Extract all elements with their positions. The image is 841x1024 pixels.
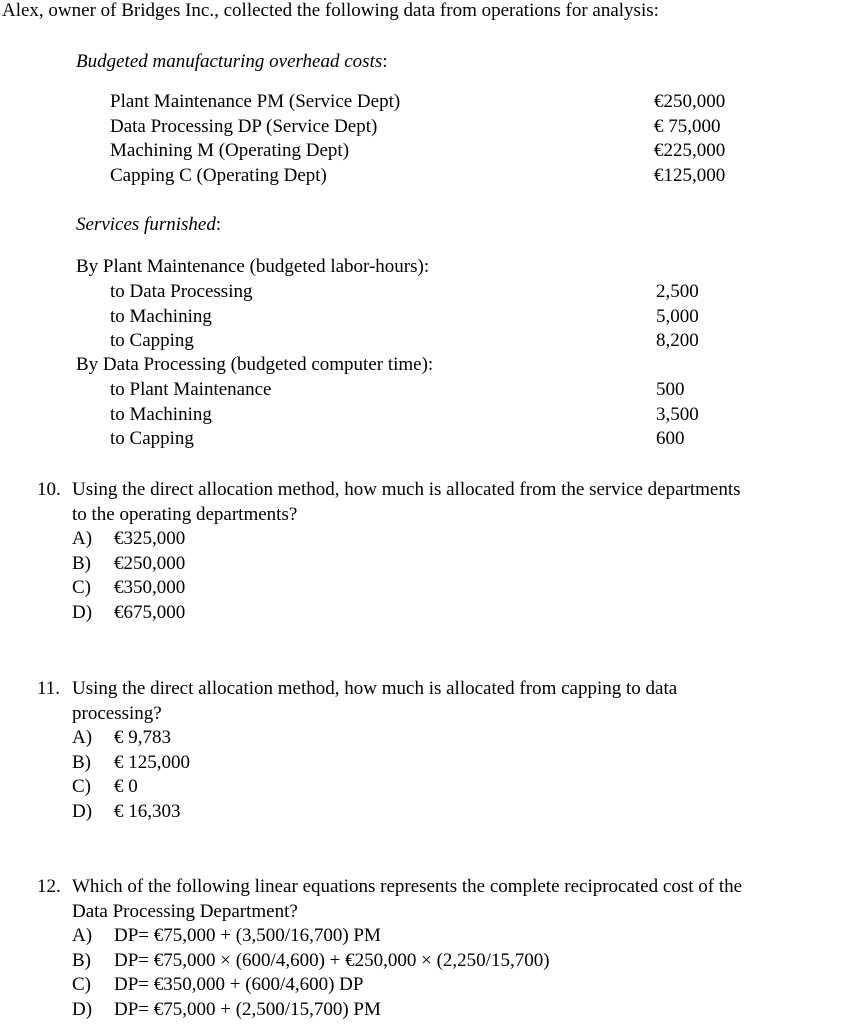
answer-option[interactable] [72,527,741,552]
answer-option[interactable] [72,924,742,949]
question-text: Using the direct allocation method, how much is allocated from capping to data [72,678,678,699]
answer-option[interactable] [72,973,742,998]
dp-label: to Capping [110,428,194,449]
pm-label: to Data Processing [110,281,253,302]
question-number: 10. [37,479,61,500]
option-text: € 16,303 [114,800,181,822]
budget-value: €225,000 [654,140,726,161]
intro-text: Alex, owner of Bridges Inc., collected the following data from operations for analysis: [2,0,659,21]
option-text: € 0 [114,776,138,797]
option-letter: B) [72,552,91,574]
question-text: Using the direct allocation method, how much is allocated from the service departments [72,479,741,500]
option-text: €250,000 [114,552,186,574]
budget-value: € 75,000 [654,115,721,137]
question-10 [37,478,741,625]
option-text: DP= €75,000 × (600/4,600) + €250,000 × (2,250/15,700) [114,949,550,971]
option-text: €350,000 [114,577,186,598]
option-text: €325,000 [114,528,186,549]
dp-value: 500 [656,379,685,400]
answer-option[interactable] [72,751,677,776]
question-11 [37,677,677,824]
question-text: Data Processing Department? [72,900,298,922]
option-letter: A) [72,528,93,549]
option-text: € 125,000 [114,751,190,773]
dp-values [656,378,699,452]
dp-label: to Machining [110,403,212,425]
option-text: DP= €75,000 + (3,500/16,700) PM [114,925,381,946]
budget-labels [110,90,400,188]
services-heading: Services furnished: [76,214,222,235]
answer-option[interactable] [72,800,677,825]
pm-label: to Machining [110,305,212,327]
dp-labels [110,378,271,452]
pm-labels [110,280,252,354]
answer-option[interactable] [72,998,742,1023]
dp-heading: By Data Processing (budgeted computer time): [76,354,434,375]
pm-values [656,280,699,354]
option-letter: D) [72,998,93,1020]
question-number: 11. [37,678,61,699]
pm-value: 2,500 [656,281,699,302]
option-letter: B) [72,949,91,971]
question-12 [37,875,742,1022]
budget-label: Plant Maintenance PM (Service Dept) [110,91,401,112]
budget-value: €250,000 [654,91,726,112]
option-text: DP= €75,000 + (2,500/15,700) PM [114,998,381,1020]
question-number: 12. [37,876,61,897]
option-letter: C) [72,577,91,598]
answer-option[interactable] [72,552,741,577]
option-letter: C) [72,974,91,995]
budget-values [654,90,725,188]
dp-label: to Plant Maintenance [110,379,272,400]
question-text: processing? [72,702,162,724]
pm-value: 5,000 [656,305,699,327]
answer-option[interactable] [72,949,742,974]
option-text: DP= €350,000 + (600/4,600) DP [114,974,364,995]
dp-value: 3,500 [656,403,699,425]
pm-heading: By Plant Maintenance (budgeted labor-hours): [76,256,430,277]
option-letter: D) [72,601,93,623]
answer-option[interactable] [72,775,677,800]
pm-value: 8,200 [656,330,699,351]
option-letter: A) [72,925,93,946]
option-text: €675,000 [114,601,186,623]
option-letter: D) [72,800,93,822]
budget-value: €125,000 [654,164,726,186]
budget-heading: Budgeted manufacturing overhead costs: [76,51,388,72]
answer-option[interactable] [72,726,677,751]
option-letter: C) [72,776,91,797]
budget-label: Data Processing DP (Service Dept) [110,115,378,137]
option-letter: B) [72,751,91,773]
answer-option[interactable] [72,576,741,601]
dp-value: 600 [656,428,685,449]
question-text: to the operating departments? [72,503,298,525]
budget-label: Capping C (Operating Dept) [110,164,327,186]
option-text: € 9,783 [114,727,171,748]
option-letter: A) [72,727,93,748]
answer-option[interactable] [72,601,741,626]
pm-label: to Capping [110,330,194,351]
question-text: Which of the following linear equations represents the complete reciprocated cost of the [72,876,743,897]
budget-label: Machining M (Operating Dept) [110,140,350,161]
